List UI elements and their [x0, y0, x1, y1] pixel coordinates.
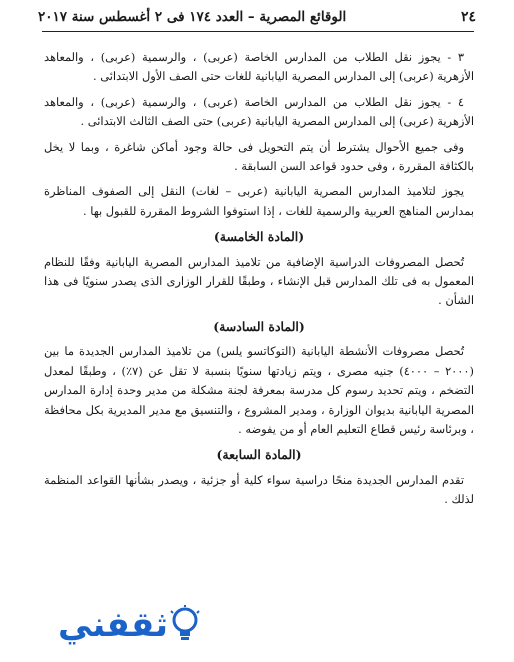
page-number: ٢٤	[460, 9, 476, 25]
article-heading: (المادة السابعة)	[216, 447, 302, 463]
page-header	[38, 4, 476, 30]
lightbulb-icon	[168, 605, 202, 645]
paragraph: تقدم المدارس الجديدة منحًا دراسية سواء كلية أو جزئية ، ويصدر بشأنها القواعد المنظمة لذلك .	[44, 472, 474, 507]
paragraph: وفى جميع الأحوال يشترط أن يتم التحويل فى حالة وجود أماكن شاغرة ، وبما لا يخل بالكثافة المقررة ، وفى حدود قواعد السن السابقة .	[44, 139, 474, 174]
paragraph: يجوز لتلاميذ المدارس المصرية اليابانية (عربى – لغات) النقل إلى الصفوف المناظرة بمدارس المناهج العربية والرسمية للغات ، إذا استوفوا الشروط المقررة للقبول بها .	[44, 184, 474, 218]
watermark-text: ثقفني	[58, 605, 168, 645]
document-body	[44, 48, 474, 516]
watermark-logo	[8, 597, 208, 653]
gazette-header-title: الوقائع المصرية – العدد ١٧٤ فى ٢ أغسطس سنة ٢٠١٧	[38, 9, 347, 25]
article-heading: (المادة الخامسة)	[213, 229, 305, 245]
header-rule	[42, 31, 474, 32]
paragraph: تُحصل المصروفات الدراسية الإضافية من تلاميذ المدارس المصرية اليابانية وفقًا للنظام المعمول به فى تلك المدارس قبل الإنشاء ، وطبقًا للقرار الوزارى الذى يصدر سنويًا فى هذا الشأن .	[44, 254, 474, 308]
paragraph: ٤ - يجوز نقل الطلاب من المدارس الخاصة (عربى) ، والرسمية (عربى) ، والمعاهد الأزهرية (عربى) إلى المدارس المصرية اليابانية (عربى) حتى الصف الثالث الابتدائى .	[44, 94, 474, 129]
paragraph: ٣ - يجوز نقل الطلاب من المدارس الخاصة (عربى) ، والرسمية (عربى) ، والمعاهد الأزهرية (عربى) إلى المدارس المصرية اليابانية للغات حتى الصف الأول الابتدائى .	[44, 50, 474, 84]
article-heading: (المادة السادسة)	[213, 318, 305, 334]
paragraph: تُحصل مصروفات الأنشطة اليابانية (التوكاتسو يلس) من تلاميذ المدارس الجديدة ما بين (٢٠٠٠ – ٤٠٠٠) جنيه مصرى ، ويتم زيادتها سنويًا بنسبة لا تقل عن (٧٪) ، وطبقًا لمعدل التضخم ، ويتم تحديد رسوم كل مدرسة بمعرفة لجنة مشكلة من مدير وحدة إدارة المدارس المصرية اليابانية بديوان الوزارة ، ومدير المشروع ، والتنسيق مع مدير المديرية بكل محافظة ، وبرئاسة رئيس قطاع التعليم العام أو من يفوضه .	[44, 344, 474, 436]
